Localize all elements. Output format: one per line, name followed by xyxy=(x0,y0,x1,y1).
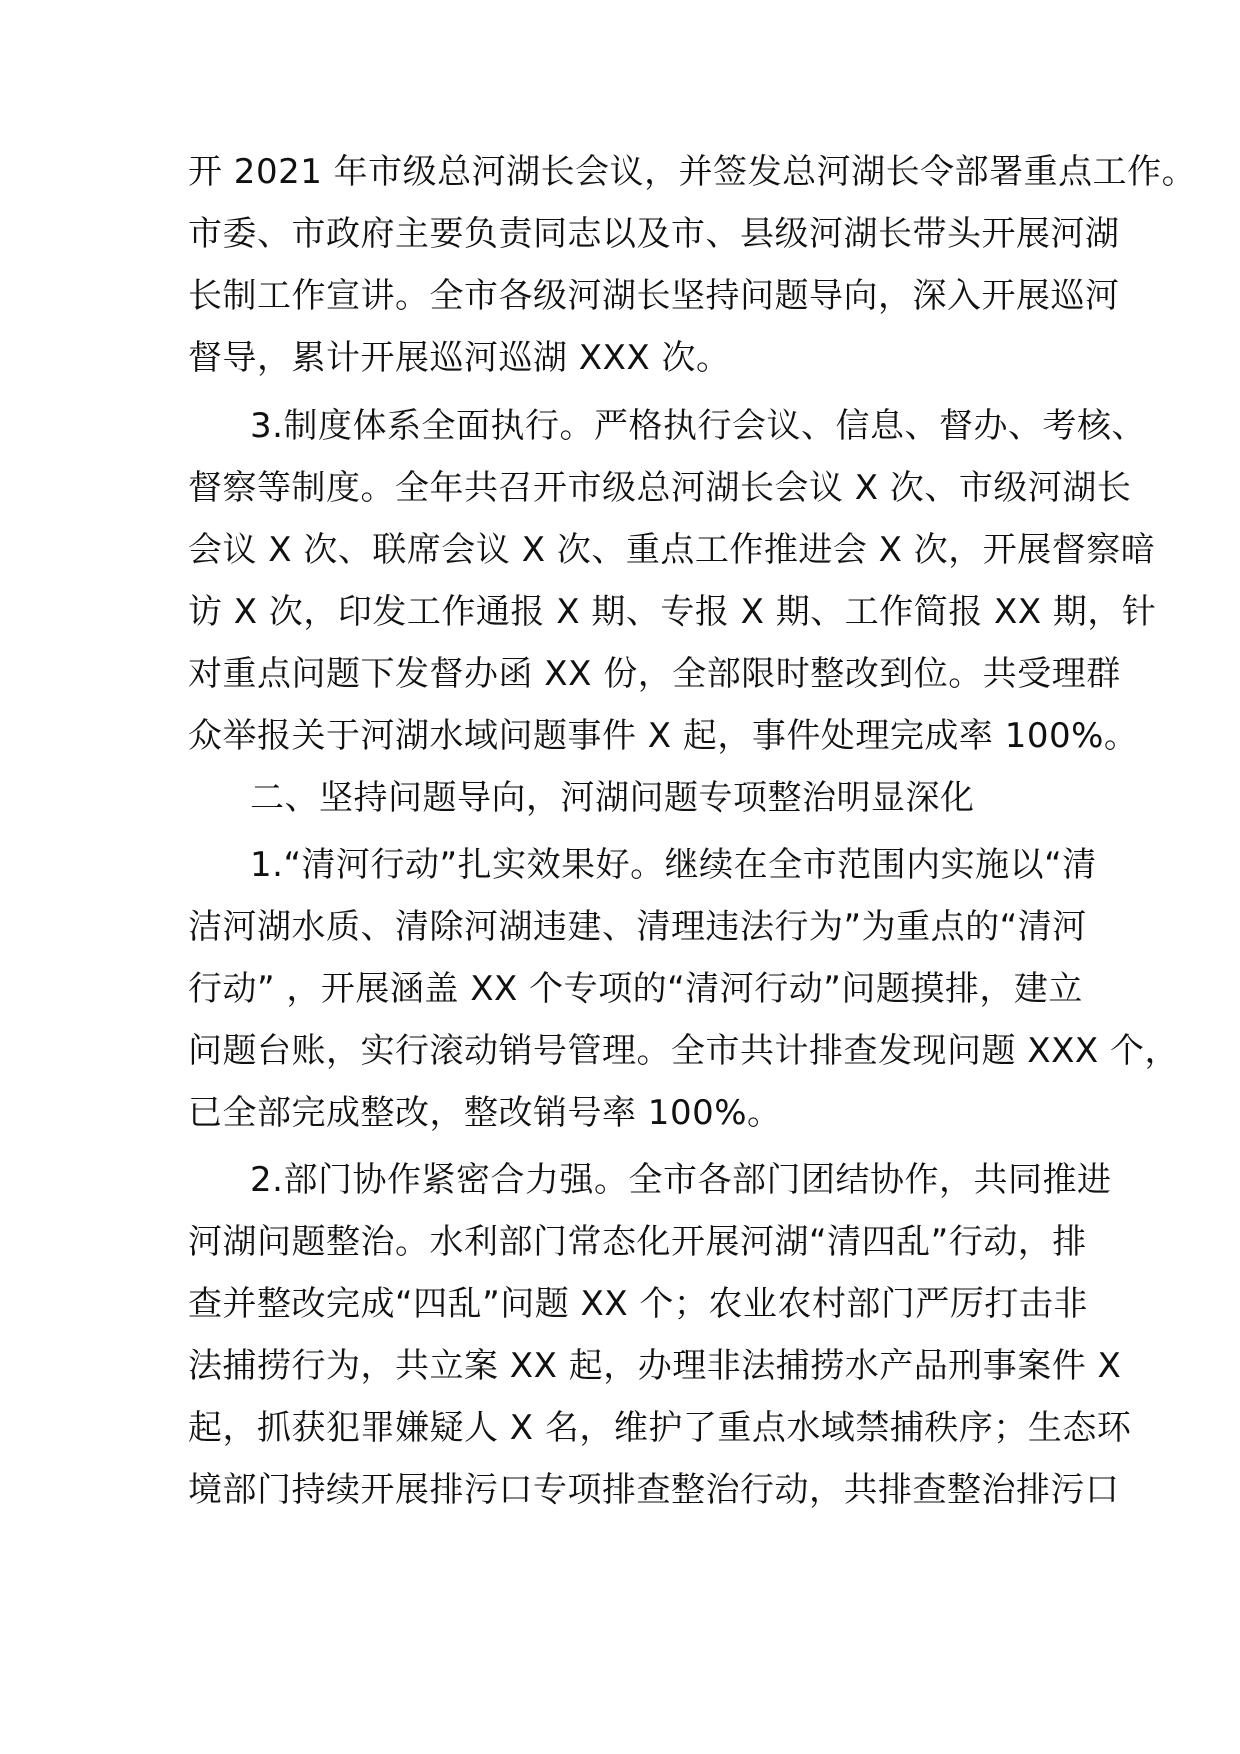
text-line: 市委、市政府主要负责同志以及市、县级河湖长带头开展河湖 xyxy=(188,214,1120,254)
text-line: 开 2021 年市级总河湖长会议，并签发总河湖长令部署重点工作。 xyxy=(188,152,1197,192)
text-line: 众举报关于河湖水域问题事件 X 起，事件处理完成率 100%。 xyxy=(188,716,1139,756)
paragraph-heading-line: 1.“清河行动”扎实效果好。继续在全市范围内实施以“清 xyxy=(250,845,1097,885)
paragraph-heading-line: 2.部门协作紧密合力强。全市各部门团结协作，共同推进 xyxy=(250,1160,1112,1200)
text-line: 查并整改完成“四乱”问题 XX 个；农业农村部门严厉打击非 xyxy=(188,1284,1088,1324)
text-line: 长制工作宣讲。全市各级河湖长坚持问题导向，深入开展巡河 xyxy=(188,276,1120,316)
text-line: 督导，累计开展巡河巡湖 XXX 次。 xyxy=(188,338,731,378)
paragraph-heading-line: 3.制度体系全面执行。严格执行会议、信息、督办、考核、 xyxy=(250,406,1146,446)
text-line: 河湖问题整治。水利部门常态化开展河湖“清四乱”行动，排 xyxy=(188,1222,1087,1262)
text-line: 已全部完成整改，整改销号率 100%。 xyxy=(188,1093,782,1133)
text-line: 会议 X 次、联席会议 X 次、重点工作推进会 X 次，开展督察暗 xyxy=(188,530,1156,570)
text-line: 起，抓获犯罪嫌疑人 X 名，维护了重点水域禁捕秩序；生态环 xyxy=(188,1408,1132,1448)
text-line: 督察等制度。全年共召开市级总河湖长会议 X 次、市级河湖长 xyxy=(188,468,1132,508)
text-line: 问题台账，实行滚动销号管理。全市共计排查发现问题 XXX 个， xyxy=(188,1031,1179,1071)
text-line: 对重点问题下发督办函 XX 份，全部限时整改到位。共受理群 xyxy=(188,654,1121,694)
section-heading: 二、坚持问题导向，河湖问题专项整治明显深化 xyxy=(250,778,975,818)
text-line: 行动” ，开展涵盖 XX 个专项的“清河行动”问题摸排，建立 xyxy=(188,969,1083,1009)
text-line: 访 X 次，印发工作通报 X 期、专报 X 期、工作简报 XX 期，针 xyxy=(188,592,1157,632)
text-line: 法捕捞行为，共立案 XX 起，办理非法捕捞水产品刑事案件 X xyxy=(188,1346,1122,1386)
text-line: 境部门持续开展排污口专项排查整治行动，共排查整治排污口 xyxy=(188,1470,1120,1510)
text-line: 洁河湖水质、清除河湖违建、清理违法行为”为重点的“清河 xyxy=(188,907,1087,947)
